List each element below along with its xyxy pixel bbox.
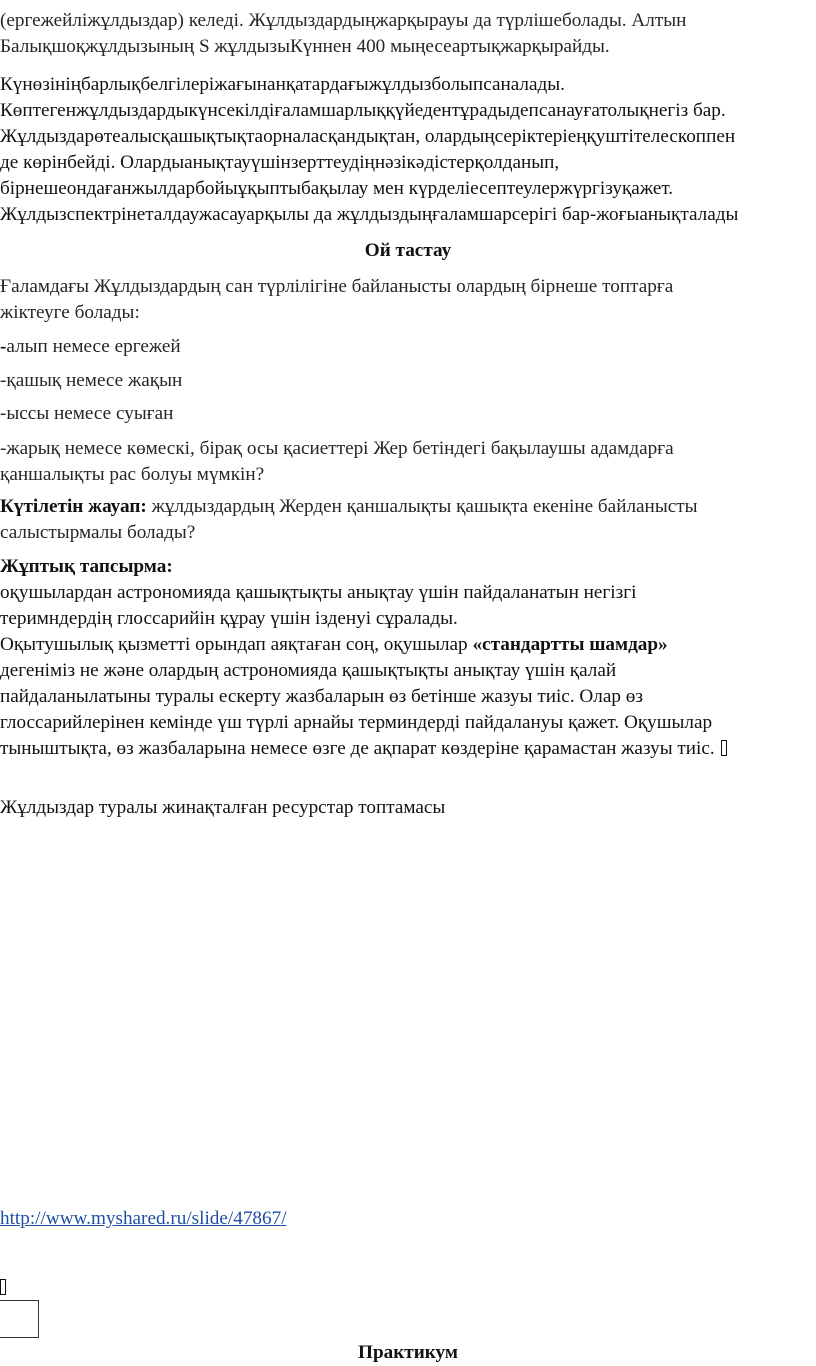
standard-candles-term: «стандартты шамдар» (472, 634, 668, 655)
text-line: бірнешеондағанжылдарбойыұқыптыбақылау мен күрделіесептеулержүргізуқажет. (0, 178, 674, 199)
pair-task-title: Жұптық тапсырма: (0, 556, 173, 577)
text-line: жіктеуге болады: (0, 302, 140, 323)
text-line: оқушылардан астрономияда қашықтықты анықтау үшін пайдаланатын негізгі (0, 582, 637, 603)
resource-link[interactable]: http://www.myshared.ru/slide/47867/ (0, 1208, 287, 1229)
paragraph-brightness (0, 8, 816, 60)
expected-answer (0, 494, 816, 546)
text-line: (ергежейліжұлдыздар) келеді. Жұлдыздардыңжарқырауы да түрлішеболады. Алтын (0, 10, 687, 31)
pair-task (0, 554, 816, 762)
list-item-text: -ыссы немесе суыған (0, 403, 174, 424)
text-line: Ғаламдағы Жұлдыздардың сан түрлілігіне байланысты олардың бірнеше топтарға (0, 276, 674, 297)
text-line: қаншалықты рас болуы мүмкін? (0, 464, 265, 485)
text-line: Жұлдызспектрінеталдаужасауарқылы да жұлдыздыңғаламшарсерігі бар-жоғыанықталады (0, 204, 739, 225)
paragraph-intro (0, 274, 816, 326)
missing-glyph-icon (721, 740, 727, 756)
expected-label: Күтілетін жауап: (0, 496, 147, 517)
list-item-text: алып немесе ергежей (6, 336, 181, 357)
expected-text: салыстырмалы болады? (0, 522, 196, 543)
text-line: пайдаланылатыны туралы ескерту жазбаларын өз бетінше жазуы тиіс. Олар өз (0, 686, 643, 707)
list-item (0, 401, 816, 427)
expected-text: жұлдыздардың Жерден қаншалықты қашықта екеніне байланысты (146, 496, 698, 517)
list-item (0, 334, 816, 360)
list-item (0, 436, 816, 488)
empty-frame (0, 1300, 39, 1338)
text-line: Жұлдыздарөтеалысқашықтықтаорналасқандықтан, олардыңсеріктеріеңқуштітелескоппен (0, 126, 736, 147)
practicum-heading (0, 1340, 816, 1366)
text-line: Оқытушылық қызметті орындап аяқтаған соң, оқушылар (0, 634, 473, 655)
text-line: Көптегенжұлдыздардыкүнсекілдіғаламшарлыққүйедентұрадыдепсанауғатолықнегіз бар. (0, 100, 726, 121)
heading-oi-tastau (0, 238, 816, 264)
practicum-text: Практикум (358, 1342, 458, 1363)
resources-title: Жұлдыздар туралы жинақталған ресурстар топтамасы (0, 797, 446, 818)
text-line: глоссарийлерінен кемінде үш түрлі арнайы терминдерді пайдалануы қажет. Оқушылар (0, 712, 713, 733)
list-dash: - (0, 336, 7, 357)
list-item-text: -қашық немесе жақын (0, 370, 183, 391)
text-line: тыныштықта, өз жазбаларына немесе өзге де ақпарат көздеріне қарамастан жазуы тиіс. (0, 738, 715, 759)
paragraph-sun (0, 72, 816, 228)
text-line: де көрінбейді. Олардыанықтауүшінзерттеудіңнәзікәдістерқолданып, (0, 152, 560, 173)
missing-glyph-icon (0, 1279, 6, 1295)
text-line: Балықшоқжұлдызының S жұлдызыКүннен 400 мыңесеартықжарқырайды. (0, 36, 610, 57)
heading-text: Ой тастау (364, 240, 452, 261)
text-line: теримндердің глоссарийін құрау үшін ізденуі сұралады. (0, 608, 458, 629)
resource-link-wrap (0, 1206, 816, 1232)
list-item (0, 368, 816, 394)
text-line: Күнөзініңбарлықбелгілеріжағынанқатардағыжұлдызболыпсаналады. (0, 74, 565, 95)
text-line: -жарық немесе көмескі, бірақ осы қасиеттері Жер бетіндегі бақылаушы адамдарға (0, 438, 674, 459)
text-line: дегеніміз не және олардың астрономияда қашықтықты анықтау үшін қалай (0, 660, 617, 681)
